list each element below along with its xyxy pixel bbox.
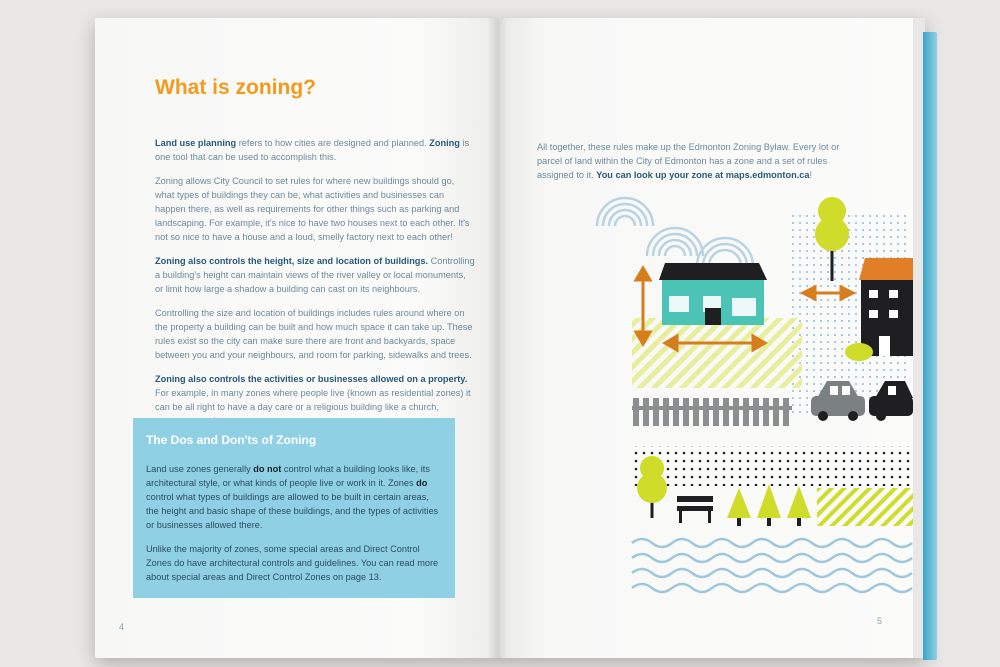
book-gutter: [487, 18, 507, 658]
page-number-left: 4: [119, 622, 125, 632]
p5-lead: Zoning also controls the activities or businesses allowed on a property.: [155, 374, 468, 384]
pine-trees-icon: [727, 484, 811, 526]
dos-paragraph-2: Unlike the majority of zones, some special areas and Direct Control Zones do have architectural controls and guidelines. You can read more about special areas and Direct Control Zones on page 13.: [146, 544, 439, 582]
term-zoning: Zoning: [429, 138, 460, 148]
park-stripes: [817, 488, 913, 526]
apartment-building-icon: [859, 258, 913, 356]
dos-p1-c: control what a building looks like, its architectural style, or what kinds of people live or work in it. Zones: [146, 464, 430, 488]
bush-icon: [845, 343, 873, 361]
paragraph-3: [155, 254, 475, 296]
bylaw-text-c: !: [809, 170, 813, 180]
dos-box-title: The Dos and Don'ts of Zoning: [146, 433, 317, 447]
p3-lead: Zoning also controls the height, size and location of buildings.: [155, 256, 429, 266]
dos-p1-do: do: [416, 478, 428, 488]
dos-box-text: [146, 462, 442, 594]
height-arrow-icon: [636, 268, 650, 344]
booklet-spread: [95, 18, 925, 658]
park-tree-icon: [637, 456, 667, 518]
right-page: [497, 18, 913, 658]
maps-link-text: You can look up your zone at maps.edmonton.ca: [596, 170, 810, 180]
page-number-right: 5: [877, 616, 883, 626]
page-title: What is zoning?: [155, 76, 316, 99]
arc-pattern-icon: [597, 198, 753, 266]
dos-p1-e: control what types of buildings are allowed to be built in certain areas, the height and basic shape of these buildings, and the types of activities or businesses allowed there.: [146, 492, 439, 530]
dos-p1-do-not: do not: [253, 464, 282, 474]
bylaw-text-a: All together, these rules make up the Edmonton Zoning Bylaw. Every lot or parcel of land within the City of Edmonton has a zone and a set of rules assigned to it.: [537, 142, 840, 180]
term-land-use-planning: Land use planning: [155, 138, 237, 148]
p1-text-a: refers to how cities are designed and planned.: [236, 138, 430, 148]
booklet-edge: [923, 32, 937, 660]
river-waves-icon: [632, 539, 912, 592]
yard-stripes: [632, 318, 802, 388]
street-dots: [632, 446, 913, 486]
dos-p1-a: Land use zones generally: [146, 464, 254, 474]
p1-text-b: is one tool that can be used to accomplish this.: [155, 138, 470, 162]
fence-icon: [632, 398, 792, 426]
paragraph-2: Zoning allows City Council to set rules for where new buildings should go, what types of buildings they can be, what activities and businesses can happen there, as well as requirements for other things such as parking and landscaping. For example, it's nice to have two houses next to each other. It's not so nice to have a house and a loud, smelly factory next to each other!: [155, 176, 470, 242]
dos-paragraph-1: [146, 462, 442, 532]
bench-icon: [677, 496, 713, 523]
house-icon: [659, 263, 767, 325]
dos-and-donts-box: [133, 418, 455, 598]
paragraph-4: Controlling the size and location of buildings includes rules around where on the property a building can be built and how much space it can take up. These rules exist so the city can make sure there are front and backyards, space between you and your neighbours, and room for parking, sidewalks and trees.: [155, 308, 473, 360]
paragraph-1: [155, 136, 475, 164]
p5-rest: For example, in many zones where people live (known as residential zones) it can be all right to have a day care or a religious building like a church,: [155, 388, 471, 412]
p3-rest: Controlling a building's height can maintain views of the river valley or local monuments, or limit how large a shadow a building can cast on its neighbours.: [155, 256, 475, 294]
left-page: [95, 18, 497, 658]
zoning-illustration: [497, 18, 913, 658]
zoning-intro-text: [155, 136, 475, 438]
